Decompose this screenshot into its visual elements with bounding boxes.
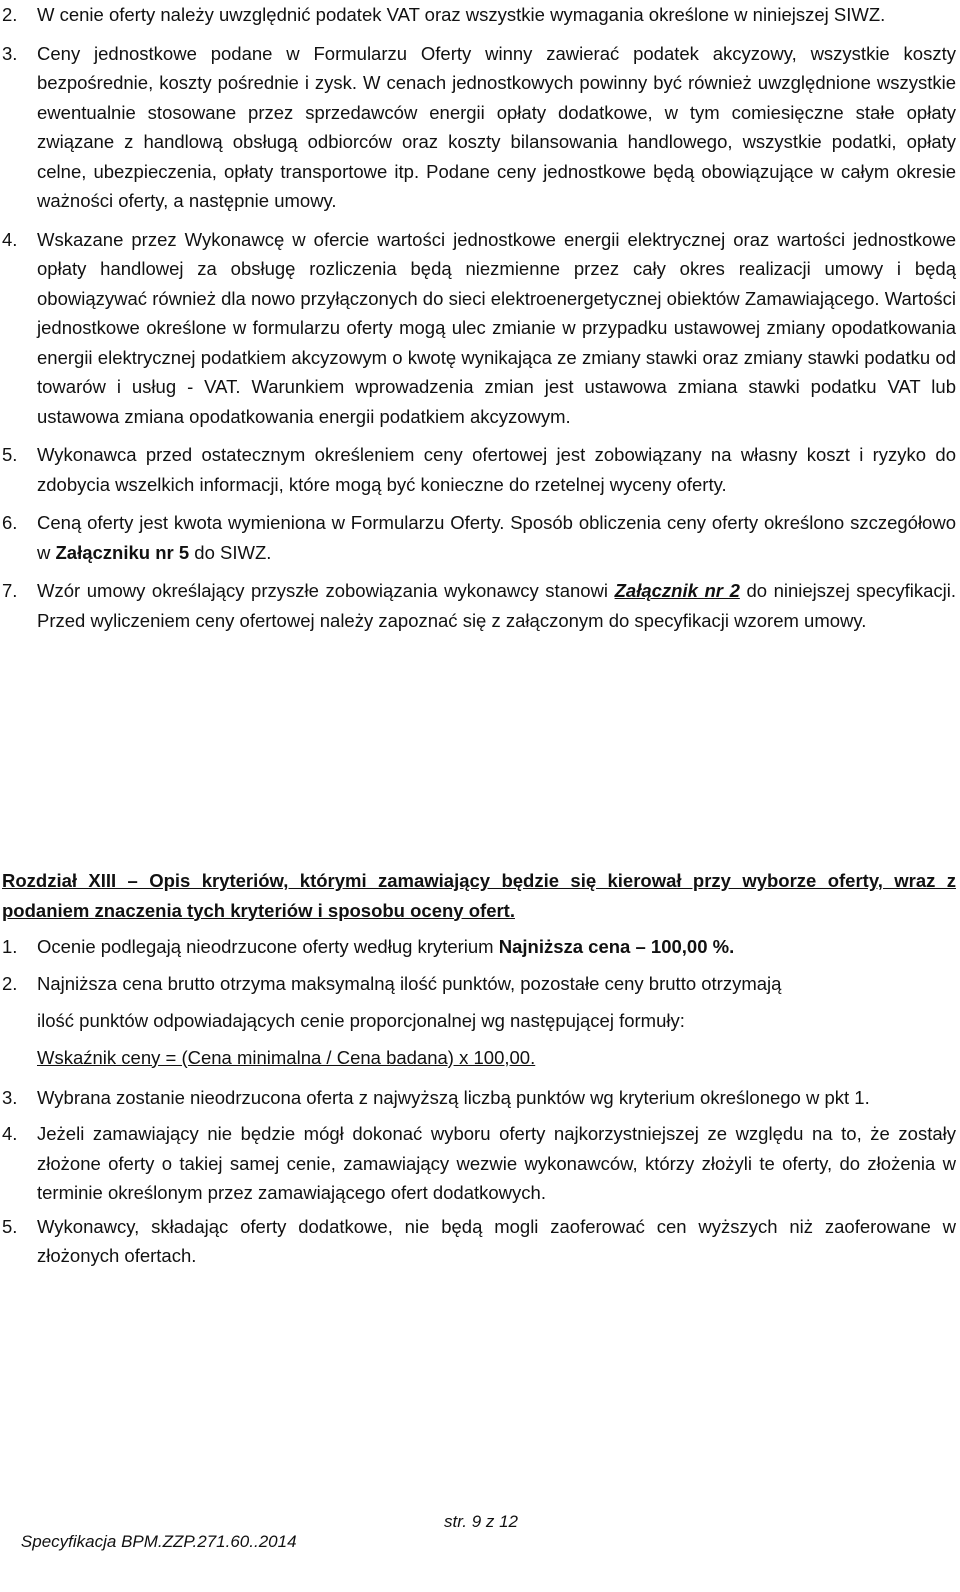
item-number: 3. [2,42,18,64]
chapter-heading: Rozdział XIII – Opis kryteriów, którymi zamawiający będzie się kierował przy wyborze oferty, wraz z podaniem znaczenia tych kryteriów i sposobu oceny ofert. [2,870,956,921]
item-text: Wybrana zostanie nieodrzucona oferta z najwyższą liczbą punktów wg kryterium określonego w pkt 1. [37,1086,870,1108]
list-item-3 [0,39,960,216]
list-item-5 [0,440,960,499]
item-text-pre: Ceną oferty jest kwota wymieniona w Formularzu Oferty. Sposób obliczenia ceny oferty określono szczegółowo w [37,512,956,563]
item-text-post: do niniejszej specyfikacji. Przed wyliczeniem ceny ofertowej należy zapoznać się z załączonym do specyfikacji wzorem umowy. [37,580,956,631]
page-footer [2,1512,519,1592]
page-number: str. 9 z 12 [444,1512,519,1531]
item-text: Jeżeli zamawiający nie będzie mógł dokonać wyboru oferty najkorzystniejszej ze względu na to, że zostały złożone oferty o takiej samej cenie, zamawiający wezwie wykonawców, którzy złożyli te oferty, do złożenia w terminie określonym przez zamawiającego ofert dodatkowych. [37,1123,956,1203]
criteria-item-4 [0,1119,960,1208]
criterion-lowest-price: Najniższa cena – 100,00 %. [498,936,735,957]
item-number: 5. [2,1215,18,1237]
item-text-pre: Wzór umowy określający przyszłe zobowiązania wykonawcy stanowi [37,580,615,601]
item-number: 1. [2,936,18,957]
item-number: 2. [2,4,18,25]
spec-reference: Specyfikacja BPM.ZZP.271.60..2014 [20,1532,297,1551]
criteria-list [0,932,960,1278]
item-number: 6. [2,512,18,533]
list-item-2 [0,0,960,30]
list-item-7 [0,576,960,635]
item-number: 4. [2,228,18,250]
list-item-6 [0,508,960,567]
item-number: 2. [2,972,18,994]
criteria-item-5 [0,1212,960,1271]
criteria-item-3 [0,1083,960,1113]
criteria-item-2 [0,965,960,1076]
price-formula: Wskaźnik ceny = (Cena minimalna / Cena badana) x 100,00. [37,1046,536,1068]
item-number: 3. [2,1086,18,1108]
item-text-line1: Najniższa cena brutto otrzyma maksymalną ilość punktów, pozostałe ceny brutto otrzymają [37,972,782,994]
item-text: Wykonawca przed ostatecznym określeniem ceny ofertowej jest zobowiązany na własny koszt i ryzyko do zdobycia wszelkich informacji, które mogą być konieczne do rzetelnej wyceny oferty. [37,444,956,495]
attachment-2-reference: Załącznik nr 2 [614,580,740,601]
criteria-item-1 [0,932,960,962]
item-number: 7. [2,580,18,601]
item-text-pre: Ocenie podlegają nieodrzucone oferty według kryterium [37,936,499,957]
item-text-post: do SIWZ. [189,541,272,563]
item-number: 4. [2,1123,18,1144]
item-text: Wskazane przez Wykonawcę w ofercie wartości jednostkowe energii elektrycznej oraz wartości jednostkowe opłaty handlowej za obsługę rozliczenia będą niezmienne przez cały okres realizacji umowy i będą obowiązywać również dla nowo przyłączonych do sieci elektroenergetycznej obiektów Zamawiającego. Wartości jednostkowe określone w formularzu oferty mogą ulec zmianie w przypadku ustawowej zmiany opodatkowania energii elektrycznej podatkiem akcyzowym o kwotę wynikająca ze zmiany stawki oraz zmiany stawki podatku od towarów i usług - VAT. Warunkiem wprowadzenia zmian jest ustawowa zmiana stawki podatku VAT lub ustawowa zmiana opodatkowania energii podatkiem akcyzowym. [37,228,956,427]
conditions-list [0,0,960,644]
list-item-4 [0,225,960,432]
item-text: Ceny jednostkowe podane w Formularzu Oferty winny zawierać podatek akcyzowy, wszystkie koszty bezpośrednie, koszty pośrednie i zysk. W cenach jednostkowych powinny być również uwzględnione wszystkie ewentualnie stosowane przez sprzedawców energii opłaty dodatkowe, w tym comiesięczne stałe opłaty związane z handlową obsługą odbiorców oraz koszty bilansowania handlowego, wszystkie podatki, opłaty celne, ubezpieczenia, opłaty transportowe itp. Podane ceny jednostkowe będą obowiązujące w całym okresie ważności oferty, a następnie umowy. [37,42,956,211]
attachment-5-reference: Załączniku nr 5 [55,541,190,563]
item-text-line2: ilość punktów odpowiadających cenie proporcjonalnej wg następującej formuły: [37,1009,685,1031]
item-text: Wykonawcy, składając oferty dodatkowe, nie będą mogli zaoferować cen wyższych niż zaoferowane w złożonych ofertach. [37,1215,956,1266]
item-text: W cenie oferty należy uwzględnić podatek VAT oraz wszystkie wymagania określone w niniejszej SIWZ. [37,4,886,25]
item-number: 5. [2,444,18,465]
